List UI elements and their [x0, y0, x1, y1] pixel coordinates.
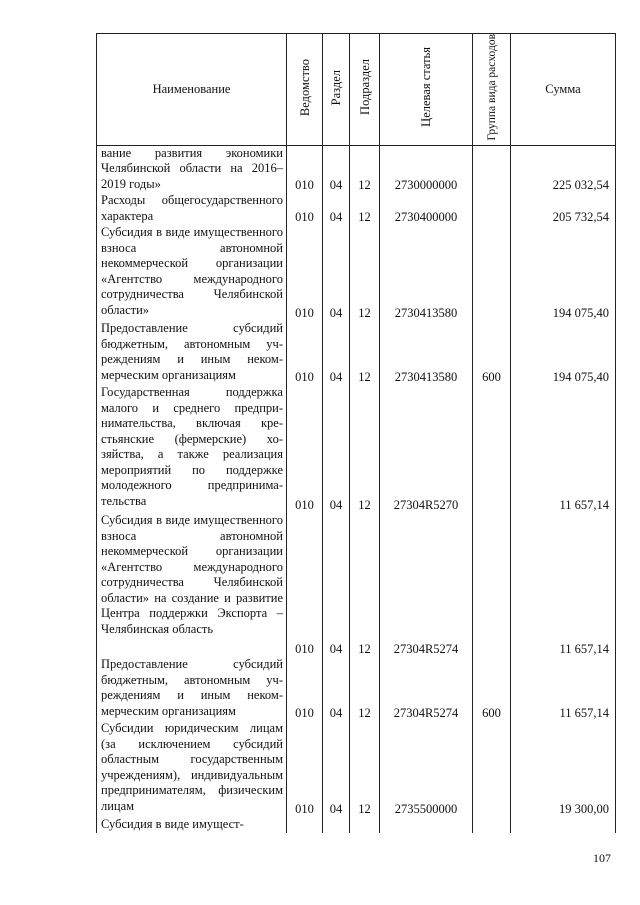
row-expense-group: [473, 721, 511, 817]
row-name: Предоставление субсидий бюджетным, автономным учреждениям и иным некоммерческим организациям: [97, 657, 287, 721]
row-amount: 11 657,14: [511, 657, 616, 721]
row-amount: 194 075,40: [511, 225, 616, 321]
row-department: 010: [287, 193, 323, 225]
table-row: [97, 817, 616, 833]
header-department: Ведомство: [297, 58, 312, 116]
header-section: Раздел: [329, 69, 343, 105]
row-department: 010: [287, 657, 323, 721]
row-target-article: 27304R5274: [380, 657, 473, 721]
row-expense-group: [473, 817, 511, 833]
header-amount: Сумма: [511, 34, 616, 146]
row-name: Субсидия в виде имущественного взноса автономной некоммерческой организации «Агентство международного сотрудничества Челябинской области» на создание и развитие Центра поддержки Экспорта – Челябинская область: [97, 513, 287, 657]
table-row: [97, 513, 616, 657]
row-subsection: 12: [350, 721, 380, 817]
row-subsection: 12: [350, 513, 380, 657]
row-target-article: 27304R5270: [380, 385, 473, 513]
table-header-row: [97, 34, 616, 146]
row-section: 04: [323, 657, 350, 721]
row-section: 04: [323, 513, 350, 657]
row-subsection: 12: [350, 145, 380, 193]
row-section: 04: [323, 193, 350, 225]
row-subsection: 12: [350, 225, 380, 321]
row-amount: 205 732,54: [511, 193, 616, 225]
row-amount: 11 657,14: [511, 385, 616, 513]
row-expense-group: [473, 225, 511, 321]
row-name: Субсидия в виде имущест-: [97, 817, 287, 833]
row-expense-group: 600: [473, 657, 511, 721]
row-section: 04: [323, 225, 350, 321]
row-subsection: 12: [350, 385, 380, 513]
row-department: 010: [287, 385, 323, 513]
row-target-article: 27304R5274: [380, 513, 473, 657]
row-expense-group: [473, 193, 511, 225]
row-section: [323, 817, 350, 833]
header-name: Наименование: [97, 34, 287, 146]
table-row: [97, 657, 616, 721]
row-department: 010: [287, 145, 323, 193]
table-row: [97, 321, 616, 385]
row-department: 010: [287, 225, 323, 321]
row-name: Субсидии юридическим лицам (за исключением субсидий областным государственным учреждениям), индивидуальным предпринимателям, физическим лицам: [97, 721, 287, 817]
row-subsection: 12: [350, 321, 380, 385]
header-subsection: Подраздел: [357, 59, 372, 116]
row-target-article: 2730413580: [380, 321, 473, 385]
row-name: Предоставление субсидий бюджетным, автономным учреждениям и иным некоммерческим организациям: [97, 321, 287, 385]
row-amount: [511, 817, 616, 833]
table-row: [97, 225, 616, 321]
row-subsection: 12: [350, 657, 380, 721]
row-expense-group: [473, 145, 511, 193]
row-subsection: [350, 817, 380, 833]
table-row: [97, 193, 616, 225]
row-section: 04: [323, 721, 350, 817]
row-expense-group: 600: [473, 321, 511, 385]
row-department: 010: [287, 321, 323, 385]
row-section: 04: [323, 321, 350, 385]
table-row: [97, 385, 616, 513]
row-name: вание развития экономики Челябинской области на 2016–2019 годы»: [97, 145, 287, 193]
row-section: 04: [323, 145, 350, 193]
row-section: 04: [323, 385, 350, 513]
row-expense-group: [473, 513, 511, 657]
row-name: Расходы общегосударственного характера: [97, 193, 287, 225]
row-amount: 19 300,00: [511, 721, 616, 817]
header-target-article: Целевая статья: [419, 47, 433, 128]
row-department: 010: [287, 721, 323, 817]
row-expense-group: [473, 385, 511, 513]
row-amount: 225 032,54: [511, 145, 616, 193]
row-subsection: 12: [350, 193, 380, 225]
row-amount: 194 075,40: [511, 321, 616, 385]
header-expense-group: Группа вида расходов: [485, 34, 498, 141]
row-target-article: 2730000000: [380, 145, 473, 193]
row-target-article: [380, 817, 473, 833]
row-target-article: 2735500000: [380, 721, 473, 817]
page-number: 107: [593, 851, 611, 865]
row-department: [287, 817, 323, 833]
table-row: [97, 145, 616, 193]
row-target-article: 2730400000: [380, 193, 473, 225]
row-name: Государственная поддержка малого и среднего предпринимательства, включая крестьянские (фермерские) хозяйства, а также реализация мероприятий по поддержке молодежного предпринимательства: [97, 385, 287, 513]
row-amount: 11 657,14: [511, 513, 616, 657]
row-name: Субсидия в виде имущественного взноса автономной некоммерческой организации «Агентство международного сотрудничества Челябинской области»: [97, 225, 287, 321]
table-row: [97, 721, 616, 817]
row-target-article: 2730413580: [380, 225, 473, 321]
budget-table: [96, 33, 616, 833]
row-department: 010: [287, 513, 323, 657]
